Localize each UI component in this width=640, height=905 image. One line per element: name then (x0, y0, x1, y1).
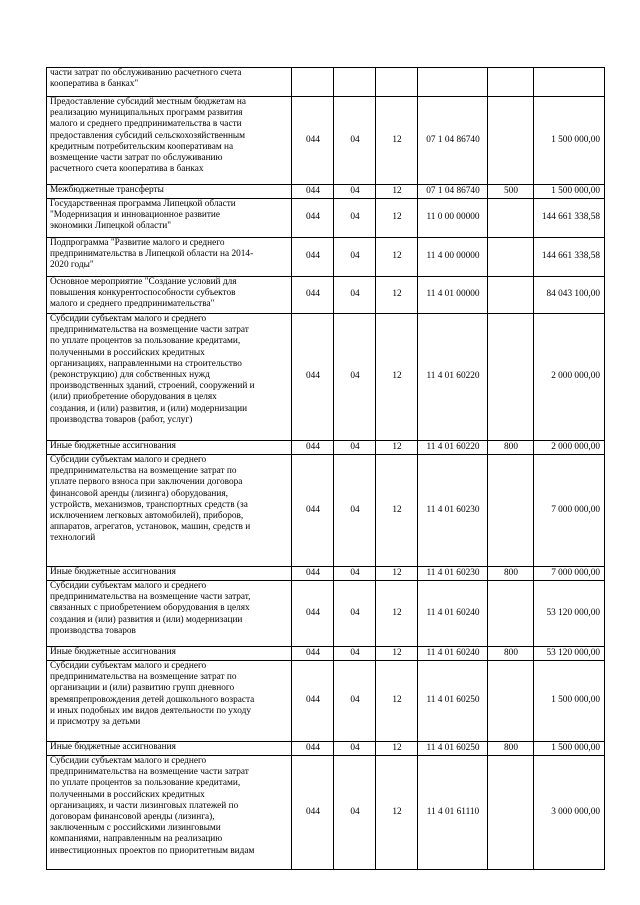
item-name-line: части затрат по обслуживанию расчетного счета (50, 68, 242, 78)
item-name-line: и присмотру за детьми (50, 717, 141, 728)
item-name-line: финансовой аренды (лизинга) оборудования, (50, 488, 228, 499)
ministry-code-cell: 044 (292, 238, 334, 277)
item-name-line: организациях, и части лизинговых платежей по (50, 800, 239, 811)
target-article-cell: 07 1 04 86740 (418, 185, 488, 199)
subsection-code-cell: 12 (376, 455, 418, 567)
item-name-cell (47, 68, 292, 97)
target-article-cell: 11 0 00 00000 (418, 199, 488, 238)
item-name-line: возмещение части затрат по обслуживанию (50, 153, 223, 164)
amount-cell: 7 000 000,00 (534, 455, 605, 567)
target-article-cell: 11 4 01 60240 (418, 581, 488, 647)
table-row (47, 185, 605, 199)
section-code-cell: 04 (334, 185, 376, 199)
amount-cell: 53 120 000,00 (534, 647, 605, 661)
ministry-code-cell: 044 (292, 185, 334, 199)
table-row (47, 97, 605, 185)
item-name-line: по уплате процентов за пользование кредитами, (50, 778, 241, 789)
item-name-line: предпринимательства на возмещение части затрат, (50, 592, 251, 603)
budget-table (46, 67, 605, 870)
amount-cell: 1 500 000,00 (534, 97, 605, 185)
table-row (47, 661, 605, 742)
ministry-code-cell: 044 (292, 742, 334, 756)
target-article-cell: 11 4 01 60250 (418, 742, 488, 756)
item-name-line: (реконструкцию) для собственных нужд (50, 370, 210, 381)
section-code-cell: 04 (334, 97, 376, 185)
subsection-code-cell: 12 (376, 756, 418, 870)
section-code-cell: 04 (334, 567, 376, 581)
expense-type-cell: 800 (488, 567, 534, 581)
ministry-code-cell: 044 (292, 661, 334, 742)
table-row (47, 199, 605, 238)
expense-type-cell (488, 97, 534, 185)
item-name-line: Государственная программа Липецкой области (50, 199, 236, 209)
item-name-line: компаниями, направленным на реализацию (50, 834, 223, 845)
item-name-line: организациях, направленными на строительство (50, 358, 242, 369)
ministry-code-cell: 044 (292, 567, 334, 581)
expense-type-cell (488, 314, 534, 441)
table-row (47, 441, 605, 455)
item-name-cell (47, 581, 292, 647)
table-row (47, 647, 605, 661)
item-name-line: реализацию муниципальных программ развития (50, 108, 243, 119)
subsection-code-cell: 12 (376, 441, 418, 455)
item-name-line: Субсидии субъектам малого и среднего (50, 661, 207, 671)
ministry-code-cell: 044 (292, 97, 334, 185)
ministry-code-cell: 044 (292, 314, 334, 441)
item-name-line: Подпрограмма "Развитие малого и среднего (50, 238, 225, 248)
expense-type-cell: 500 (488, 185, 534, 199)
subsection-code-cell: 12 (376, 185, 418, 199)
item-name-line: предпринимательства на возмещение части затрат (50, 767, 249, 778)
item-name-line: малого и среднего предпринимательства в части (50, 119, 242, 130)
table-row (47, 455, 605, 567)
section-code-cell: 04 (334, 756, 376, 870)
budget-table-body (47, 68, 605, 870)
target-article-cell: 11 4 01 60230 (418, 567, 488, 581)
ministry-code-cell: 044 (292, 581, 334, 647)
item-name-line: технологий (50, 533, 96, 544)
item-name-line: полученными в российских кредитных (50, 347, 205, 358)
item-name-cell (47, 199, 292, 238)
item-name-line: Межбюджетные трансферты (50, 185, 164, 195)
subsection-code-cell: 12 (376, 661, 418, 742)
subsection-code-cell: 12 (376, 199, 418, 238)
section-code-cell: 04 (334, 742, 376, 756)
expense-type-cell (488, 277, 534, 314)
expense-type-cell (488, 581, 534, 647)
item-name-line: времяпрепровождения детей дошкольного возраста (50, 694, 255, 705)
section-code-cell (334, 68, 376, 97)
item-name-line: кооператива в банках" (50, 79, 139, 90)
section-code-cell: 04 (334, 277, 376, 314)
subsection-code-cell: 12 (376, 277, 418, 314)
subsection-code-cell: 12 (376, 647, 418, 661)
expense-type-cell (488, 238, 534, 277)
item-name-line: предпринимательства на возмещение затрат по (50, 466, 237, 477)
item-name-line: Субсидии субъектам малого и среднего (50, 581, 207, 591)
table-row (47, 567, 605, 581)
item-name-cell (47, 277, 292, 314)
subsection-code-cell: 12 (376, 238, 418, 277)
amount-cell: 2 000 000,00 (534, 314, 605, 441)
item-name-line: Иные бюджетные ассигнования (50, 441, 176, 451)
item-name-line: предоставления субсидий сельскохозяйственным (50, 130, 246, 141)
subsection-code-cell: 12 (376, 97, 418, 185)
expense-type-cell (488, 756, 534, 870)
item-name-line: полученными в российских кредитных (50, 789, 205, 800)
item-name-line: Субсидии субъектам малого и среднего (50, 314, 207, 324)
section-code-cell: 04 (334, 455, 376, 567)
amount-cell: 1 500 000,00 (534, 661, 605, 742)
item-name-line: и иных подобных им видов деятельности по уходу (50, 705, 251, 716)
item-name-cell (47, 185, 292, 199)
item-name-line: повышения конкурентоспособности субъектов (50, 288, 236, 299)
item-name-line: (или) приобретение оборудования в целях (50, 392, 217, 403)
item-name-line: создания и (или) развития и (или) модернизации (50, 614, 243, 625)
item-name-line: Иные бюджетные ассигнования (50, 567, 176, 577)
item-name-cell (47, 647, 292, 661)
item-name-line: уплате первого взноса при заключении договора (50, 477, 243, 488)
item-name-line: Субсидии субъектам малого и среднего (50, 756, 207, 766)
expense-type-cell: 800 (488, 742, 534, 756)
target-article-cell: 11 4 01 60220 (418, 441, 488, 455)
ministry-code-cell: 044 (292, 277, 334, 314)
amount-cell: 144 661 338,58 (534, 199, 605, 238)
section-code-cell: 04 (334, 661, 376, 742)
item-name-line: малого и среднего предпринимательства" (50, 299, 215, 310)
expense-type-cell: 800 (488, 441, 534, 455)
item-name-line: расчетного счета кооператива в банках (50, 164, 204, 175)
table-row (47, 742, 605, 756)
section-code-cell: 04 (334, 199, 376, 238)
expense-type-cell: 800 (488, 647, 534, 661)
item-name-cell (47, 441, 292, 455)
expense-type-cell (488, 68, 534, 97)
item-name-line: предпринимательства на возмещение затрат по (50, 672, 237, 683)
item-name-line: связанных с приобретением оборудования в целях (50, 603, 250, 614)
target-article-cell: 11 4 00 00000 (418, 238, 488, 277)
amount-cell: 2 000 000,00 (534, 441, 605, 455)
item-name-line: производства товаров (работ, услуг) (50, 414, 193, 425)
item-name-cell (47, 742, 292, 756)
expense-type-cell (488, 199, 534, 238)
item-name-line: создания, и (или) развития, и (или) модернизации (50, 403, 248, 414)
item-name-cell (47, 567, 292, 581)
target-article-cell: 07 1 04 86740 (418, 97, 488, 185)
amount-cell: 84 043 100,00 (534, 277, 605, 314)
ministry-code-cell: 044 (292, 455, 334, 567)
item-name-line: Основное мероприятие "Создание условий для (50, 277, 237, 287)
amount-cell: 1 500 000,00 (534, 742, 605, 756)
target-article-cell: 11 4 01 60220 (418, 314, 488, 441)
item-name-line: Иные бюджетные ассигнования (50, 647, 176, 657)
item-name-line: производственных зданий, строений, сооружений и (50, 381, 255, 392)
item-name-line: Предоставление субсидий местным бюджетам на (50, 97, 247, 107)
item-name-line: 2020 годы" (50, 260, 94, 271)
item-name-line: кредитным потребительским кооперативам на (50, 141, 234, 152)
item-name-line: организации и (или) развитию групп дневного (50, 683, 235, 694)
subsection-code-cell: 12 (376, 567, 418, 581)
item-name-line: исключением легковых автомобилей), приборов, (50, 511, 244, 522)
item-name-cell (47, 661, 292, 742)
amount-cell: 144 661 338,58 (534, 238, 605, 277)
item-name-line: заключенным с российскими лизинговыми (50, 823, 221, 834)
item-name-line: "Модернизация и инновационное развитие (50, 210, 221, 221)
amount-cell: 7 000 000,00 (534, 567, 605, 581)
item-name-line: инвестиционных проектов по приоритетным видам (50, 845, 255, 856)
amount-cell: 3 000 000,00 (534, 756, 605, 870)
item-name-line: договорам финансовой аренды (лизинга), (50, 812, 215, 823)
item-name-line: Иные бюджетные ассигнования (50, 742, 176, 752)
ministry-code-cell: 044 (292, 441, 334, 455)
table-row (47, 314, 605, 441)
target-article-cell: 11 4 01 60250 (418, 661, 488, 742)
item-name-line: по уплате процентов за пользование кредитами, (50, 336, 241, 347)
item-name-line: Субсидии субъектам малого и среднего (50, 455, 207, 465)
table-row (47, 238, 605, 277)
expense-type-cell (488, 661, 534, 742)
item-name-cell (47, 238, 292, 277)
item-name-line: производства товаров (50, 625, 136, 636)
target-article-cell: 11 4 01 00000 (418, 277, 488, 314)
item-name-line: предпринимательства в Липецкой области на 2014- (50, 249, 254, 260)
item-name-line: устройств, механизмов, транспортных средств (за (50, 499, 248, 510)
table-row (47, 277, 605, 314)
subsection-code-cell (376, 68, 418, 97)
item-name-cell (47, 314, 292, 441)
subsection-code-cell: 12 (376, 581, 418, 647)
ministry-code-cell: 044 (292, 647, 334, 661)
section-code-cell: 04 (334, 441, 376, 455)
subsection-code-cell: 12 (376, 314, 418, 441)
ministry-code-cell (292, 68, 334, 97)
table-row (47, 756, 605, 870)
target-article-cell: 11 4 01 61110 (418, 756, 488, 870)
subsection-code-cell: 12 (376, 742, 418, 756)
item-name-line: предпринимательства на возмещение части затрат (50, 325, 249, 336)
ministry-code-cell: 044 (292, 756, 334, 870)
section-code-cell: 04 (334, 647, 376, 661)
expense-type-cell (488, 455, 534, 567)
target-article-cell: 11 4 01 60230 (418, 455, 488, 567)
table-row (47, 581, 605, 647)
item-name-cell (47, 97, 292, 185)
target-article-cell (418, 68, 488, 97)
item-name-cell (47, 455, 292, 567)
amount-cell: 1 500 000,00 (534, 185, 605, 199)
amount-cell: 53 120 000,00 (534, 581, 605, 647)
amount-cell (534, 68, 605, 97)
item-name-line: аппаратов, агрегатов, установок, машин, средств и (50, 522, 251, 533)
ministry-code-cell: 044 (292, 199, 334, 238)
section-code-cell: 04 (334, 581, 376, 647)
table-row (47, 68, 605, 97)
target-article-cell: 11 4 01 60240 (418, 647, 488, 661)
section-code-cell: 04 (334, 238, 376, 277)
item-name-line: экономики Липецкой области" (50, 221, 172, 232)
item-name-cell (47, 756, 292, 870)
section-code-cell: 04 (334, 314, 376, 441)
